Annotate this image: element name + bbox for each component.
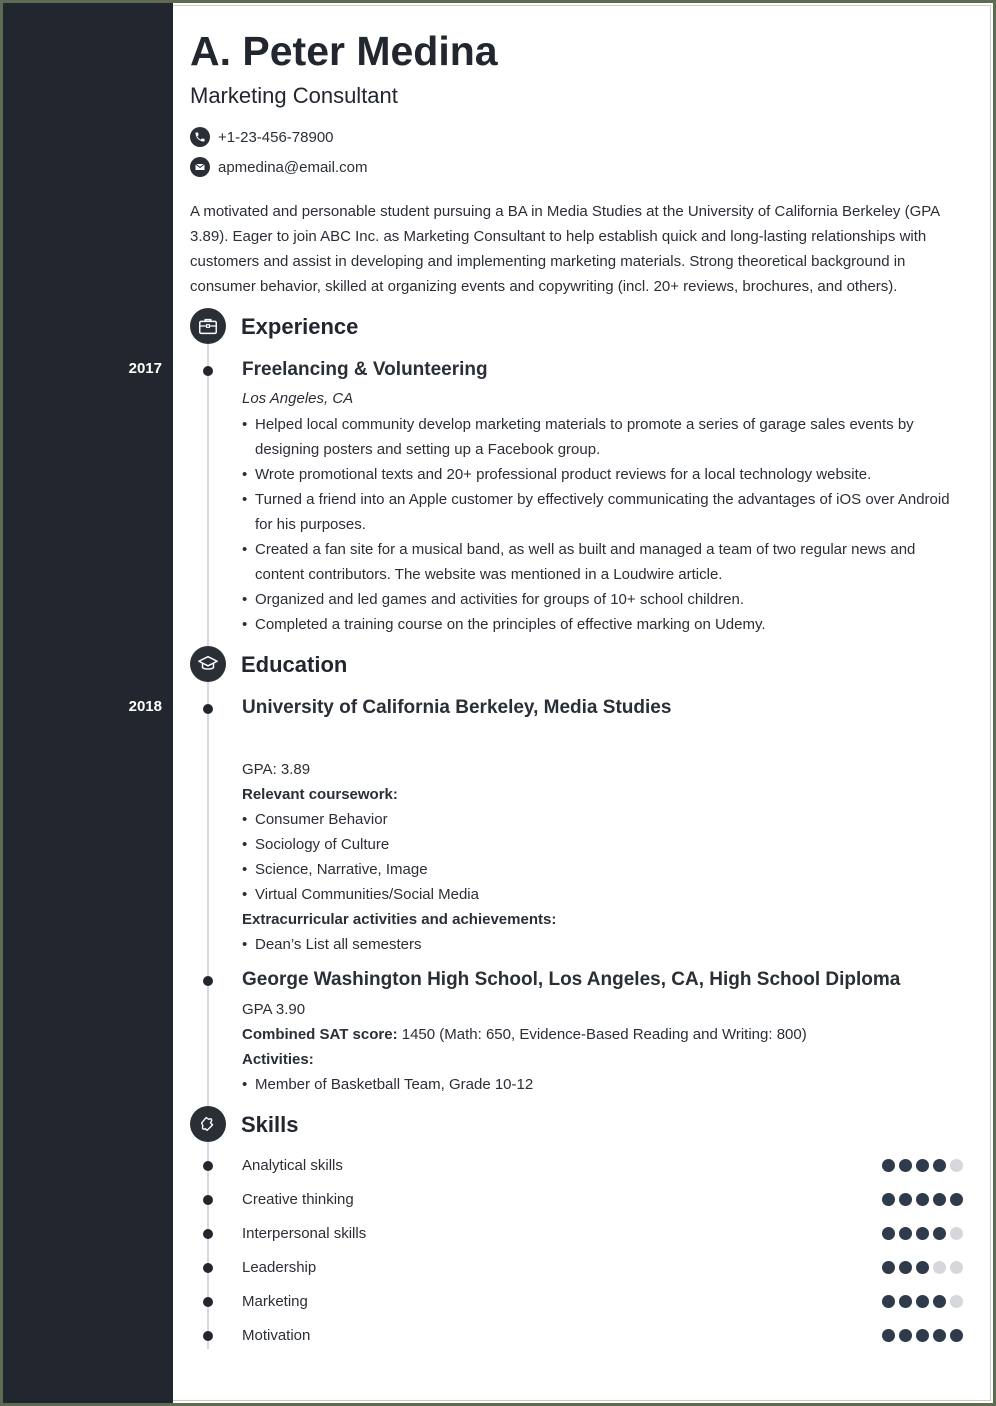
rating-dot-filled [916, 1193, 929, 1206]
skill-name: Motivation [242, 1327, 311, 1344]
skill-rating [882, 1329, 963, 1342]
education-year: 2018 [128, 698, 162, 715]
skill-rating [882, 1227, 963, 1240]
phone-icon [190, 127, 210, 147]
skill-rating [882, 1193, 963, 1206]
skill-rating [882, 1295, 963, 1308]
list-item: • Created a fan site for a musical band, as well as built and managed a team of two regular news and content contributors. The website was mentioned in a Loudwire article. [242, 537, 962, 587]
skill-name: Analytical skills [242, 1157, 343, 1174]
extracurricular-list [242, 932, 962, 957]
rating-dot-filled [882, 1329, 895, 1342]
briefcase-icon [190, 308, 226, 344]
sat-score [242, 1026, 807, 1043]
list-item: • Turned a friend into an Apple customer by effectively communicating the advantages of iOS over Android for his purposes. [242, 487, 962, 537]
list-item: • Sociology of Culture [242, 832, 962, 857]
rating-dot-filled [899, 1159, 912, 1172]
education-gpa: GPA: 3.89 [242, 761, 311, 778]
rating-dot-filled [916, 1261, 929, 1274]
rating-dot-filled [933, 1193, 946, 1206]
graduation-cap-icon [190, 646, 226, 682]
rating-dot-filled [933, 1159, 946, 1172]
rating-dot-filled [916, 1227, 929, 1240]
rating-dot-filled [899, 1261, 912, 1274]
rating-dot-filled [933, 1295, 946, 1308]
skill-name: Interpersonal skills [242, 1225, 367, 1242]
education-entry-title: George Washington High School, Los Angeles, CA, High School Diploma [242, 969, 901, 990]
skill-row [0, 1259, 996, 1279]
rating-dot-filled [882, 1193, 895, 1206]
list-item: • Consumer Behavior [242, 807, 962, 832]
section-title-skills: Skills [241, 1112, 299, 1137]
education-entry-title: University of California Berkeley, Media Studies [242, 697, 672, 718]
coursework-label: Relevant coursework: [242, 786, 398, 803]
experience-bullets [242, 412, 962, 637]
section-title-education: Education [241, 652, 348, 677]
skill-name: Leadership [242, 1259, 317, 1276]
skill-row [0, 1225, 996, 1245]
rating-dot-filled [916, 1295, 929, 1308]
rating-dot-filled [950, 1329, 963, 1342]
list-item: • Member of Basketball Team, Grade 10-12 [242, 1072, 962, 1097]
contact-phone[interactable] [190, 127, 334, 147]
list-item: • Completed a training course on the principles of effective marking on Udemy. [242, 612, 962, 637]
puzzle-icon [190, 1106, 226, 1142]
rating-dot-filled [899, 1329, 912, 1342]
email-icon [190, 157, 210, 177]
job-title: Marketing Consultant [190, 83, 398, 108]
rating-dot-filled [882, 1295, 895, 1308]
rating-dot-empty [950, 1295, 963, 1308]
skill-rating [882, 1261, 963, 1274]
rating-dot-filled [882, 1227, 895, 1240]
rating-dot-filled [916, 1159, 929, 1172]
rating-dot-empty [933, 1261, 946, 1274]
timeline-dot [203, 704, 213, 714]
extracurricular-label: Extracurricular activities and achievements: [242, 911, 557, 928]
activities-label: Activities: [242, 1051, 314, 1068]
list-item: • Wrote promotional texts and 20+ professional product reviews for a local technology website. [242, 462, 962, 487]
skill-row [0, 1157, 996, 1177]
list-item: • Virtual Communities/Social Media [242, 882, 962, 907]
sat-value: 1450 (Math: 650, Evidence-Based Reading and Writing: 800) [397, 1026, 807, 1043]
rating-dot-empty [950, 1261, 963, 1274]
rating-dot-filled [882, 1159, 895, 1172]
timeline-dot [203, 976, 213, 986]
skill-row [0, 1191, 996, 1211]
rating-dot-empty [950, 1159, 963, 1172]
activities-list [242, 1072, 962, 1097]
experience-entry-location: Los Angeles, CA [242, 390, 354, 407]
skill-name: Creative thinking [242, 1191, 354, 1208]
list-item: • Organized and led games and activities for groups of 10+ school children. [242, 587, 962, 612]
rating-dot-filled [882, 1261, 895, 1274]
rating-dot-filled [950, 1193, 963, 1206]
rating-dot-filled [933, 1329, 946, 1342]
skill-name: Marketing [242, 1293, 308, 1310]
rating-dot-empty [950, 1227, 963, 1240]
coursework-list [242, 807, 962, 907]
experience-entry-title: Freelancing & Volunteering [242, 359, 488, 380]
contact-email[interactable] [190, 157, 367, 177]
rating-dot-filled [916, 1329, 929, 1342]
rating-dot-filled [899, 1193, 912, 1206]
phone-text: +1-23-456-78900 [218, 128, 334, 146]
section-title-experience: Experience [241, 314, 359, 339]
email-text: apmedina@email.com [218, 158, 368, 176]
profile-summary: A motivated and personable student pursuing a BA in Media Studies at the University of California Berkeley (GPA 3.89). Eager to join ABC Inc. as Marketing Consultant to help establish quick and long-lasting relationships with customers and assist in developing and implementing marketing materials. Strong theoretical background in consumer behavior, skilled at organizing events and copywriting (incl. 20+ reviews, brochures, and others). [190, 203, 940, 295]
skill-row [0, 1293, 996, 1313]
rating-dot-filled [899, 1227, 912, 1240]
sat-label: Combined SAT score: [242, 1026, 398, 1043]
skill-row [0, 1327, 996, 1347]
candidate-name: A. Peter Medina [190, 28, 498, 74]
education-gpa: GPA 3.90 [242, 1001, 306, 1018]
rating-dot-filled [899, 1295, 912, 1308]
experience-year: 2017 [128, 360, 162, 377]
list-item: • Helped local community develop marketing materials to promote a series of garage sales events by designing posters and setting up a Facebook group. [242, 412, 962, 462]
skill-rating [882, 1159, 963, 1172]
list-item: • Dean’s List all semesters [242, 932, 962, 957]
rating-dot-filled [933, 1227, 946, 1240]
timeline-dot [203, 366, 213, 376]
list-item: • Science, Narrative, Image [242, 857, 962, 882]
